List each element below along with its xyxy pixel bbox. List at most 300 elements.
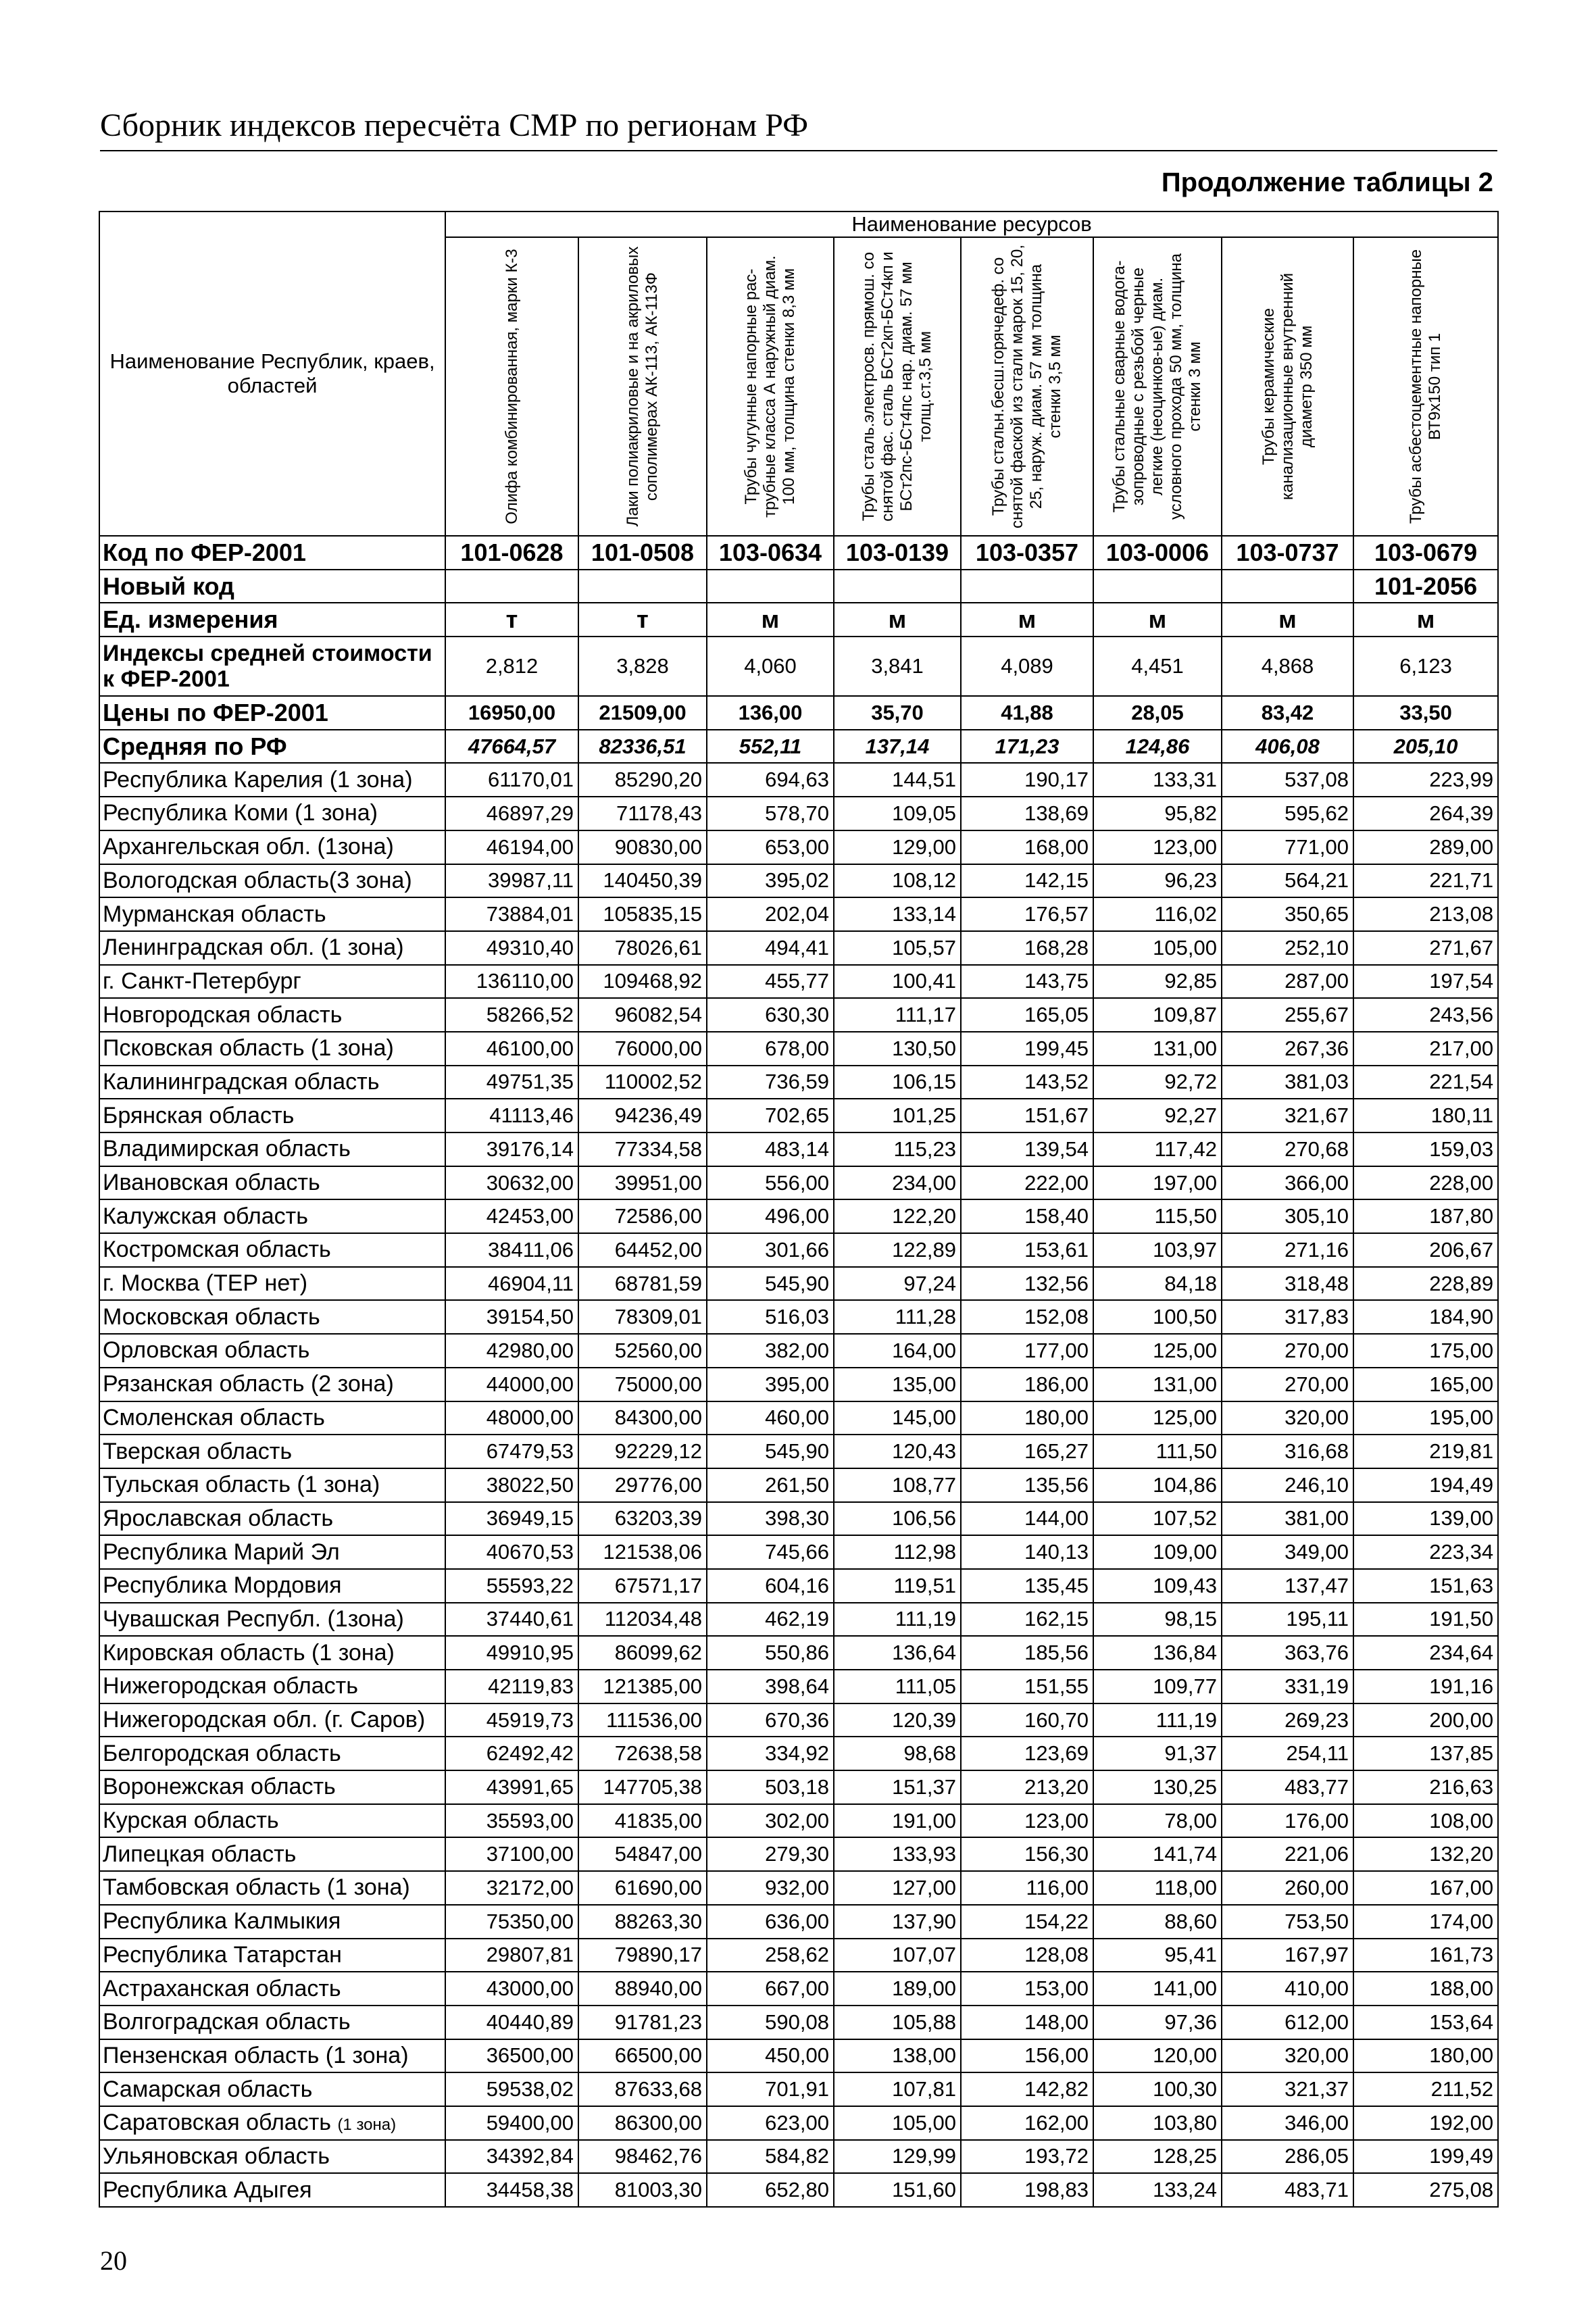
- value-cell: 133,14: [834, 897, 961, 931]
- table-row: [99, 1166, 1498, 1200]
- value-cell: 161,73: [1353, 1939, 1498, 1972]
- region-name-text: Самарская область: [103, 2076, 313, 2102]
- value-cell: 111,50: [1093, 1435, 1222, 1468]
- value-cell: 198,83: [961, 2173, 1093, 2207]
- table-row: [99, 1972, 1498, 2006]
- fer-price-row: [99, 696, 1498, 730]
- value-cell: 200,00: [1353, 1703, 1498, 1737]
- value-cell: 301,66: [707, 1233, 834, 1267]
- value-cell: 745,66: [707, 1535, 834, 1569]
- value-cell: 206,67: [1353, 1233, 1498, 1267]
- value-cell: 59400,00: [445, 2106, 578, 2140]
- region-name: [99, 797, 445, 830]
- value-cell: 84300,00: [578, 1401, 707, 1435]
- value-cell: 223,99: [1353, 763, 1498, 797]
- value-cell: 109,05: [834, 797, 961, 830]
- table-row: [99, 1603, 1498, 1637]
- meta-cell: м: [1093, 603, 1222, 637]
- meta-cell: 103-0139: [834, 536, 961, 570]
- table-row: [99, 1401, 1498, 1435]
- value-cell: 72586,00: [578, 1199, 707, 1233]
- value-cell: 188,00: [1353, 1972, 1498, 2006]
- resource-header-4: [834, 237, 961, 536]
- meta-cell: 4,060: [707, 637, 834, 696]
- value-cell: 462,19: [707, 1603, 834, 1637]
- value-cell: 260,00: [1222, 1871, 1353, 1905]
- value-cell: 92,85: [1093, 965, 1222, 999]
- table-row: [99, 1368, 1498, 1401]
- value-cell: 191,00: [834, 1804, 961, 1838]
- value-cell: 316,68: [1222, 1435, 1353, 1468]
- value-cell: 145,00: [834, 1401, 961, 1435]
- value-cell: 109468,92: [578, 965, 707, 999]
- value-cell: 623,00: [707, 2106, 834, 2140]
- row-label: Код по ФЕР-2001: [99, 536, 445, 570]
- value-cell: 42980,00: [445, 1334, 578, 1368]
- value-cell: 49751,35: [445, 1066, 578, 1099]
- value-cell: 133,93: [834, 1837, 961, 1871]
- value-cell: 197,54: [1353, 965, 1498, 999]
- value-cell: 223,34: [1353, 1535, 1498, 1569]
- value-cell: 85290,20: [578, 763, 707, 797]
- value-cell: 217,00: [1353, 1032, 1498, 1066]
- value-cell: 349,00: [1222, 1535, 1353, 1569]
- region-name-text: Липецкая область: [103, 1841, 297, 1867]
- region-name-text: Тамбовская область (1 зона): [103, 1874, 410, 1901]
- table-row: [99, 1569, 1498, 1603]
- region-name-text: Архангельская обл. (1зона): [103, 834, 394, 860]
- value-cell: 98462,76: [578, 2140, 707, 2174]
- value-cell: 158,40: [961, 1199, 1093, 1233]
- value-cell: 125,00: [1093, 1401, 1222, 1435]
- region-name-text: Ульяновская область: [103, 2143, 330, 2169]
- value-cell: 109,43: [1093, 1569, 1222, 1603]
- value-cell: 115,50: [1093, 1199, 1222, 1233]
- running-title: Сборник индексов пересчёта СМР по регионам РФ: [100, 107, 808, 143]
- region-name: [99, 1905, 445, 1939]
- meta-cell: 103-0357: [961, 536, 1093, 570]
- region-name: [99, 1435, 445, 1468]
- value-cell: 107,52: [1093, 1502, 1222, 1536]
- table-row: [99, 1199, 1498, 1233]
- table-row: [99, 1032, 1498, 1066]
- value-cell: 131,00: [1093, 1032, 1222, 1066]
- table-row: [99, 1737, 1498, 1770]
- value-cell: 221,71: [1353, 864, 1498, 898]
- value-cell: 29776,00: [578, 1468, 707, 1502]
- meta-cell: 16950,00: [445, 696, 578, 730]
- value-cell: 135,00: [834, 1368, 961, 1401]
- resource-header-7: [1222, 237, 1353, 536]
- value-cell: 595,62: [1222, 797, 1353, 830]
- value-cell: 736,59: [707, 1066, 834, 1099]
- value-cell: 92229,12: [578, 1435, 707, 1468]
- value-cell: 216,63: [1353, 1770, 1498, 1804]
- region-name-text: Республика Татарстан: [103, 1941, 342, 1968]
- value-cell: 221,54: [1353, 1066, 1498, 1099]
- value-cell: 264,39: [1353, 797, 1498, 830]
- value-cell: 153,00: [961, 1972, 1093, 2006]
- value-cell: 175,00: [1353, 1334, 1498, 1368]
- value-cell: 75000,00: [578, 1368, 707, 1401]
- table-row: [99, 864, 1498, 898]
- region-name-text: Московская область: [103, 1303, 320, 1330]
- table-row: [99, 1770, 1498, 1804]
- value-cell: 305,10: [1222, 1199, 1353, 1233]
- region-name: [99, 1502, 445, 1536]
- value-cell: 670,36: [707, 1703, 834, 1737]
- value-cell: 132,20: [1353, 1837, 1498, 1871]
- value-cell: 41113,46: [445, 1099, 578, 1132]
- value-cell: 111536,00: [578, 1703, 707, 1737]
- resource-header-8: [1353, 237, 1498, 536]
- value-cell: 395,02: [707, 864, 834, 898]
- resource-name: Олифа комбинированная, марки К-3: [502, 249, 521, 524]
- value-cell: 86300,00: [578, 2106, 707, 2140]
- value-cell: 62492,42: [445, 1737, 578, 1770]
- value-cell: 78,00: [1093, 1804, 1222, 1838]
- value-cell: 199,45: [961, 1032, 1093, 1066]
- value-cell: 211,52: [1353, 2072, 1498, 2106]
- region-name-text: Нижегородская обл. (г. Саров): [103, 1707, 426, 1733]
- region-name: [99, 2173, 445, 2207]
- value-cell: 78309,01: [578, 1300, 707, 1334]
- value-cell: 180,11: [1353, 1099, 1498, 1132]
- value-cell: 105,57: [834, 931, 961, 965]
- meta-cell: 406,08: [1222, 730, 1353, 764]
- value-cell: 192,00: [1353, 2106, 1498, 2140]
- value-cell: 667,00: [707, 1972, 834, 2006]
- table-row: [99, 1099, 1498, 1132]
- region-name-suffix: (1 зона): [337, 2116, 397, 2135]
- table-row: [99, 998, 1498, 1032]
- region-name: [99, 1535, 445, 1569]
- value-cell: 258,62: [707, 1939, 834, 1972]
- value-cell: 302,00: [707, 1804, 834, 1838]
- value-cell: 267,36: [1222, 1032, 1353, 1066]
- meta-cell: 21509,00: [578, 696, 707, 730]
- region-name: [99, 965, 445, 999]
- value-cell: 38411,06: [445, 1233, 578, 1267]
- value-cell: 694,63: [707, 763, 834, 797]
- region-name: [99, 1939, 445, 1972]
- table-row: [99, 1871, 1498, 1905]
- region-name-text: Белгородская область: [103, 1740, 341, 1766]
- resource-header-2: [578, 237, 707, 536]
- value-cell: 130,25: [1093, 1770, 1222, 1804]
- value-cell: 138,69: [961, 797, 1093, 830]
- value-cell: 136110,00: [445, 965, 578, 999]
- value-cell: 40670,53: [445, 1535, 578, 1569]
- value-cell: 91,37: [1093, 1737, 1222, 1770]
- table-row: [99, 1535, 1498, 1569]
- value-cell: 96082,54: [578, 998, 707, 1032]
- value-cell: 88,60: [1093, 1905, 1222, 1939]
- value-cell: 71178,43: [578, 797, 707, 830]
- value-cell: 483,14: [707, 1132, 834, 1166]
- value-cell: 115,23: [834, 1132, 961, 1166]
- region-name: [99, 1468, 445, 1502]
- value-cell: 398,30: [707, 1502, 834, 1536]
- value-cell: 221,06: [1222, 1837, 1353, 1871]
- value-cell: 61170,01: [445, 763, 578, 797]
- value-cell: 195,11: [1222, 1603, 1353, 1637]
- value-cell: 366,00: [1222, 1166, 1353, 1200]
- meta-cell: 4,868: [1222, 637, 1353, 696]
- region-name-text: Кировская область (1 зона): [103, 1639, 395, 1666]
- value-cell: 652,80: [707, 2173, 834, 2207]
- meta-cell: [1222, 570, 1353, 603]
- fer-code-row: [99, 536, 1498, 570]
- region-name: [99, 1166, 445, 1200]
- value-cell: 109,77: [1093, 1670, 1222, 1703]
- value-cell: 105,00: [834, 2106, 961, 2140]
- value-cell: 112034,48: [578, 1603, 707, 1637]
- value-cell: 213,20: [961, 1770, 1093, 1804]
- region-name-text: Мурманская область: [103, 901, 326, 927]
- value-cell: 135,56: [961, 1468, 1093, 1502]
- value-cell: 66500,00: [578, 2039, 707, 2073]
- value-cell: 133,24: [1093, 2173, 1222, 2207]
- row-label: Средняя по РФ: [99, 730, 445, 764]
- value-cell: 129,00: [834, 830, 961, 864]
- value-cell: 578,70: [707, 797, 834, 830]
- value-cell: 86099,62: [578, 1636, 707, 1670]
- value-cell: 286,05: [1222, 2140, 1353, 2174]
- value-cell: 131,00: [1093, 1368, 1222, 1401]
- value-cell: 88263,30: [578, 1905, 707, 1939]
- value-cell: 109,87: [1093, 998, 1222, 1032]
- resource-header-3: [707, 237, 834, 536]
- value-cell: 110002,52: [578, 1066, 707, 1099]
- value-cell: 271,16: [1222, 1233, 1353, 1267]
- region-name: [99, 830, 445, 864]
- region-name-text: Чувашская Республ. (1зона): [103, 1605, 404, 1632]
- value-cell: 275,08: [1353, 2173, 1498, 2207]
- table-row: [99, 2072, 1498, 2106]
- value-cell: 43991,65: [445, 1770, 578, 1804]
- value-cell: 320,00: [1222, 2039, 1353, 2073]
- meta-cell: 171,23: [961, 730, 1093, 764]
- value-cell: 483,71: [1222, 2173, 1353, 2207]
- value-cell: 147705,38: [578, 1770, 707, 1804]
- region-name-text: Воронежская область: [103, 1774, 336, 1800]
- value-cell: 79890,17: [578, 1939, 707, 1972]
- value-cell: 109,00: [1093, 1535, 1222, 1569]
- value-cell: 318,48: [1222, 1267, 1353, 1301]
- table-row: [99, 1435, 1498, 1468]
- meta-cell: 101-2056: [1353, 570, 1498, 603]
- region-name-text: Брянская область: [103, 1102, 295, 1128]
- region-name-text: г. Москва (ТЕР нет): [103, 1270, 308, 1297]
- value-cell: 165,05: [961, 998, 1093, 1032]
- region-name-text: Республика Мордовия: [103, 1572, 342, 1599]
- value-cell: 270,68: [1222, 1132, 1353, 1166]
- region-name: [99, 931, 445, 965]
- value-cell: 255,67: [1222, 998, 1353, 1032]
- value-cell: 151,55: [961, 1670, 1093, 1703]
- value-cell: 84,18: [1093, 1267, 1222, 1301]
- value-cell: 64452,00: [578, 1233, 707, 1267]
- value-cell: 107,81: [834, 2072, 961, 2106]
- value-cell: 653,00: [707, 830, 834, 864]
- meta-cell: м: [961, 603, 1093, 637]
- value-cell: 95,41: [1093, 1939, 1222, 1972]
- value-cell: 39154,50: [445, 1300, 578, 1334]
- value-cell: 130,50: [834, 1032, 961, 1066]
- region-name-text: Тульская область (1 зона): [103, 1472, 380, 1498]
- value-cell: 48000,00: [445, 1401, 578, 1435]
- value-cell: 254,11: [1222, 1737, 1353, 1770]
- value-cell: 144,51: [834, 763, 961, 797]
- value-cell: 320,00: [1222, 1401, 1353, 1435]
- value-cell: 162,00: [961, 2106, 1093, 2140]
- resource-header-5: [961, 237, 1093, 536]
- table-row: [99, 1267, 1498, 1301]
- page-number: 20: [100, 2245, 127, 2276]
- value-cell: 228,00: [1353, 1166, 1498, 1200]
- value-cell: 54847,00: [578, 1837, 707, 1871]
- resource-name: Трубы стальн.бесш.горячедеф. со снятой фаской из стали марок 15, 20, 25, наруж. диам. 57 мм толщина стенки 3,5 мм: [989, 244, 1064, 528]
- row-label: Цены по ФЕР-2001: [99, 696, 445, 730]
- value-cell: 176,00: [1222, 1804, 1353, 1838]
- value-cell: 537,08: [1222, 763, 1353, 797]
- table-row: [99, 1837, 1498, 1871]
- region-name: [99, 897, 445, 931]
- value-cell: 45919,73: [445, 1703, 578, 1737]
- value-cell: 151,60: [834, 2173, 961, 2207]
- region-name-text: Владимирская область: [103, 1136, 351, 1162]
- value-cell: 38022,50: [445, 1468, 578, 1502]
- value-cell: 142,82: [961, 2072, 1093, 2106]
- value-cell: 96,23: [1093, 864, 1222, 898]
- table-row: [99, 2140, 1498, 2174]
- value-cell: 104,86: [1093, 1468, 1222, 1502]
- value-cell: 90830,00: [578, 830, 707, 864]
- value-cell: 287,00: [1222, 965, 1353, 999]
- value-cell: 34392,84: [445, 2140, 578, 2174]
- value-cell: 234,00: [834, 1166, 961, 1200]
- value-cell: 153,61: [961, 1233, 1093, 1267]
- value-cell: 37440,61: [445, 1603, 578, 1637]
- region-name-text: Саратовская область: [103, 2110, 331, 2136]
- value-cell: 450,00: [707, 2039, 834, 2073]
- value-cell: 111,17: [834, 998, 961, 1032]
- value-cell: 191,50: [1353, 1603, 1498, 1637]
- value-cell: 136,64: [834, 1636, 961, 1670]
- value-cell: 111,05: [834, 1670, 961, 1703]
- value-cell: 100,50: [1093, 1300, 1222, 1334]
- index-row: [99, 637, 1498, 696]
- table-row: [99, 2173, 1498, 2207]
- value-cell: 122,89: [834, 1233, 961, 1267]
- value-cell: 119,51: [834, 1569, 961, 1603]
- region-name: [99, 1804, 445, 1838]
- value-cell: 59538,02: [445, 2072, 578, 2106]
- region-name: [99, 1670, 445, 1703]
- value-cell: 67571,17: [578, 1569, 707, 1603]
- value-cell: 103,97: [1093, 1233, 1222, 1267]
- value-cell: 153,64: [1353, 2006, 1498, 2039]
- meta-cell: 103-0737: [1222, 536, 1353, 570]
- table-row: [99, 1066, 1498, 1099]
- value-cell: 43000,00: [445, 1972, 578, 2006]
- value-cell: 317,83: [1222, 1300, 1353, 1334]
- value-cell: 222,00: [961, 1166, 1093, 1200]
- value-cell: 168,28: [961, 931, 1093, 965]
- value-cell: 106,15: [834, 1066, 961, 1099]
- value-cell: 67479,53: [445, 1435, 578, 1468]
- value-cell: 195,00: [1353, 1401, 1498, 1435]
- meta-cell: [578, 570, 707, 603]
- value-cell: 39176,14: [445, 1132, 578, 1166]
- value-cell: 140450,39: [578, 864, 707, 898]
- meta-cell: 103-0634: [707, 536, 834, 570]
- meta-cell: 205,10: [1353, 730, 1498, 764]
- meta-cell: [707, 570, 834, 603]
- value-cell: 494,41: [707, 931, 834, 965]
- row-label: Ед. измерения: [99, 603, 445, 637]
- value-cell: 197,00: [1093, 1166, 1222, 1200]
- value-cell: 73884,01: [445, 897, 578, 931]
- region-name-text: Астраханская область: [103, 1975, 341, 2001]
- meta-cell: 4,089: [961, 637, 1093, 696]
- value-cell: 42119,83: [445, 1670, 578, 1703]
- value-cell: 39987,11: [445, 864, 578, 898]
- value-cell: 105835,15: [578, 897, 707, 931]
- meta-cell: 103-0679: [1353, 536, 1498, 570]
- value-cell: 133,31: [1093, 763, 1222, 797]
- value-cell: 156,30: [961, 1837, 1093, 1871]
- region-name-text: Республика Карелия (1 зона): [103, 766, 413, 793]
- value-cell: 41835,00: [578, 1804, 707, 1838]
- region-name: [99, 2072, 445, 2106]
- region-name: [99, 1703, 445, 1737]
- region-name: [99, 1032, 445, 1066]
- value-cell: 234,64: [1353, 1636, 1498, 1670]
- value-cell: 37100,00: [445, 1837, 578, 1871]
- value-cell: 63203,39: [578, 1502, 707, 1536]
- value-cell: 151,37: [834, 1770, 961, 1804]
- value-cell: 123,69: [961, 1737, 1093, 1770]
- value-cell: 129,99: [834, 2140, 961, 2174]
- region-name: [99, 1603, 445, 1637]
- value-cell: 261,50: [707, 1468, 834, 1502]
- meta-cell: м: [1222, 603, 1353, 637]
- region-name-text: Ленинградская обл. (1 зона): [103, 935, 404, 961]
- region-name: [99, 1871, 445, 1905]
- table-row: [99, 797, 1498, 830]
- value-cell: 143,75: [961, 965, 1093, 999]
- value-cell: 164,00: [834, 1334, 961, 1368]
- value-cell: 120,39: [834, 1703, 961, 1737]
- value-cell: 34458,38: [445, 2173, 578, 2207]
- region-name-text: Республика Марий Эл: [103, 1539, 340, 1565]
- value-cell: 100,41: [834, 965, 961, 999]
- value-cell: 111,28: [834, 1300, 961, 1334]
- value-cell: 97,36: [1093, 2006, 1222, 2039]
- value-cell: 78026,61: [578, 931, 707, 965]
- region-name: [99, 1233, 445, 1267]
- value-cell: 160,70: [961, 1703, 1093, 1737]
- value-cell: 107,07: [834, 1939, 961, 1972]
- value-cell: 460,00: [707, 1401, 834, 1435]
- value-cell: 148,00: [961, 2006, 1093, 2039]
- value-cell: 120,00: [1093, 2039, 1222, 2073]
- value-cell: 269,23: [1222, 1703, 1353, 1737]
- row-label: Новый код: [99, 570, 445, 603]
- meta-cell: 83,42: [1222, 696, 1353, 730]
